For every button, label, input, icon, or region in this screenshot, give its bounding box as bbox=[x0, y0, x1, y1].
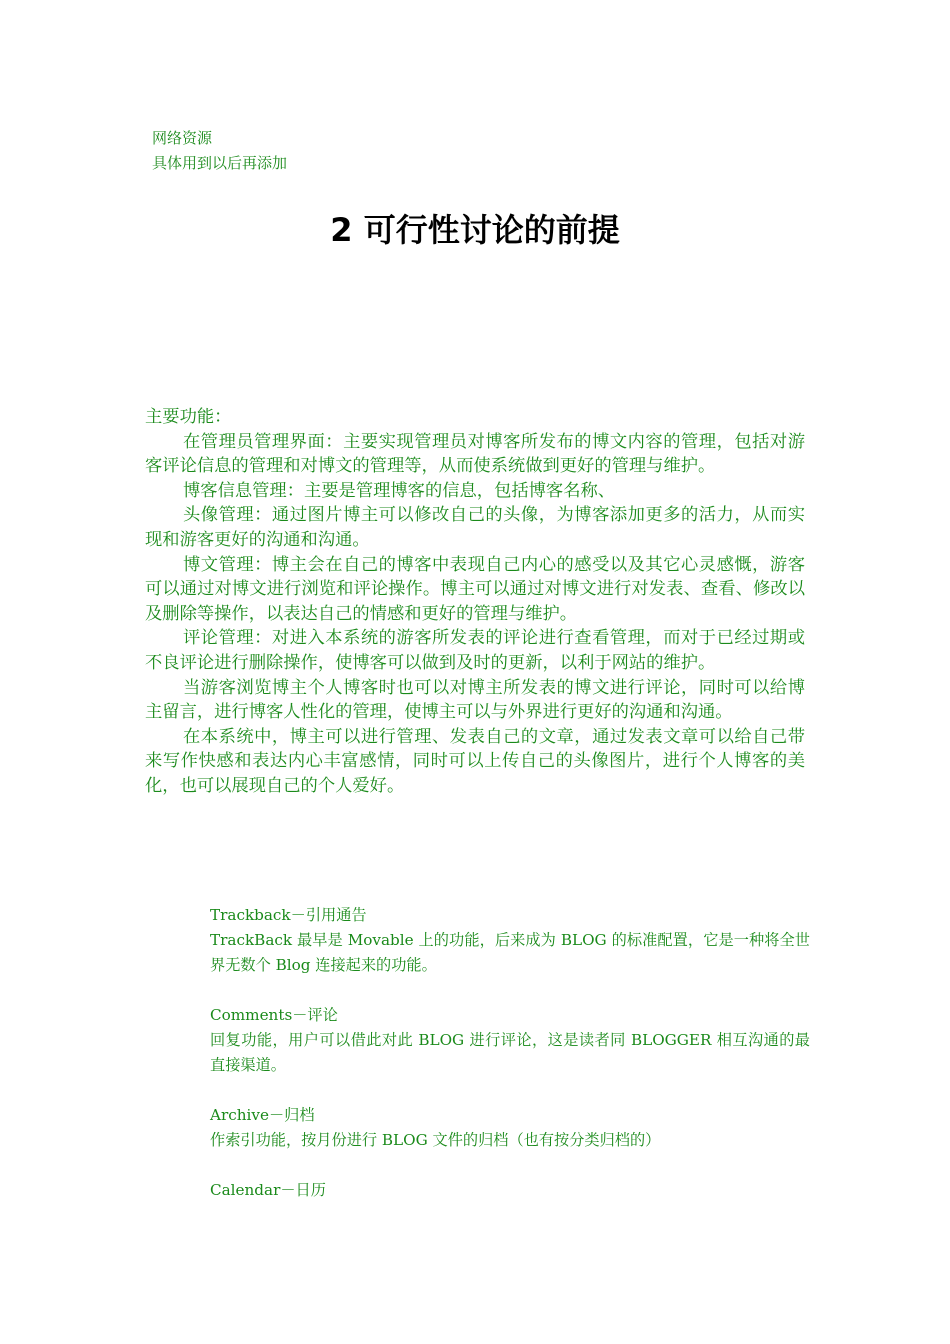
paragraph-admin-interface: 在管理员管理界面：主要实现管理员对博客所发布的博文内容的管理，包括对游客评论信息的管理和对博文的管理等，从而使系统做到更好的管理与维护。 bbox=[145, 431, 805, 477]
paragraph-post-management: 博文管理：博主会在自己的博客中表现自己内心的感受以及其它心灵感慨，游客可以通过对博文进行浏览和评论操作。博主可以通过对博文进行对发表、查看、修改以及删除等操作，以表达自己的情感和更好的管理与维护。 bbox=[145, 554, 805, 624]
note-line-resources: 网络资源 bbox=[152, 129, 213, 147]
main-functions-label: 主要功能： bbox=[145, 407, 232, 427]
paragraph-avatar: 头像管理：通过图片博主可以修改自己的头像，为博客添加更多的活力，从而实现和游客更好的沟通和沟通。 bbox=[145, 505, 805, 550]
paragraph-blog-info: 博客信息管理：主要是管理博客的信息，包括博客名称、 bbox=[183, 480, 616, 501]
feature-item bbox=[210, 1178, 810, 1203]
paragraph-visitor-browse: 当游客浏览博主个人博客时也可以对博主所发表的博文进行评论，同时可以给博主留言，进行博客人性化的管理，使博主可以与外界进行更好的沟通和沟通。 bbox=[145, 677, 805, 723]
feature-title: Archive－归档 bbox=[210, 1106, 315, 1124]
feature-item bbox=[210, 903, 810, 978]
feature-title: Trackback－引用通告 bbox=[210, 906, 367, 924]
feature-item bbox=[210, 1103, 810, 1153]
feature-title: Comments－评论 bbox=[210, 1006, 338, 1024]
note-line-add-later: 具体用到以后再添加 bbox=[152, 154, 288, 172]
paragraph-system-summary: 在本系统中，博主可以进行管理、发表自己的文章，通过发表文章可以给自己带来写作快感和表达内心丰富感情，同时可以上传自己的头像图片，进行个人博客的美化，也可以展现自己的个人爱好。 bbox=[145, 726, 805, 796]
section-heading: 2 可行性讨论的前提 bbox=[330, 211, 620, 249]
feature-description: 作索引功能，按月份进行 BLOG 文件的归档（也有按分类归档的） bbox=[210, 1131, 661, 1149]
feature-item bbox=[210, 1003, 810, 1078]
top-notes bbox=[152, 126, 287, 176]
feature-description: 回复功能，用户可以借此对此 BLOG 进行评论，这是读者同 BLOGGER 相互沟通的最直接渠道。 bbox=[210, 1031, 810, 1074]
feature-title: Calendar－日历 bbox=[210, 1181, 326, 1199]
main-body bbox=[145, 405, 805, 799]
feature-list bbox=[210, 903, 810, 1228]
feature-description: TrackBack 最早是 Movable 上的功能，后来成为 BLOG 的标准配置，它是一种将全世界无数个 Blog 连接起来的功能。 bbox=[210, 931, 810, 974]
paragraph-comment-management: 评论管理：对进入本系统的游客所发表的评论进行查看管理，而对于已经过期或不良评论进行删除操作，使博客可以做到及时的更新，以利于网站的维护。 bbox=[145, 628, 805, 673]
